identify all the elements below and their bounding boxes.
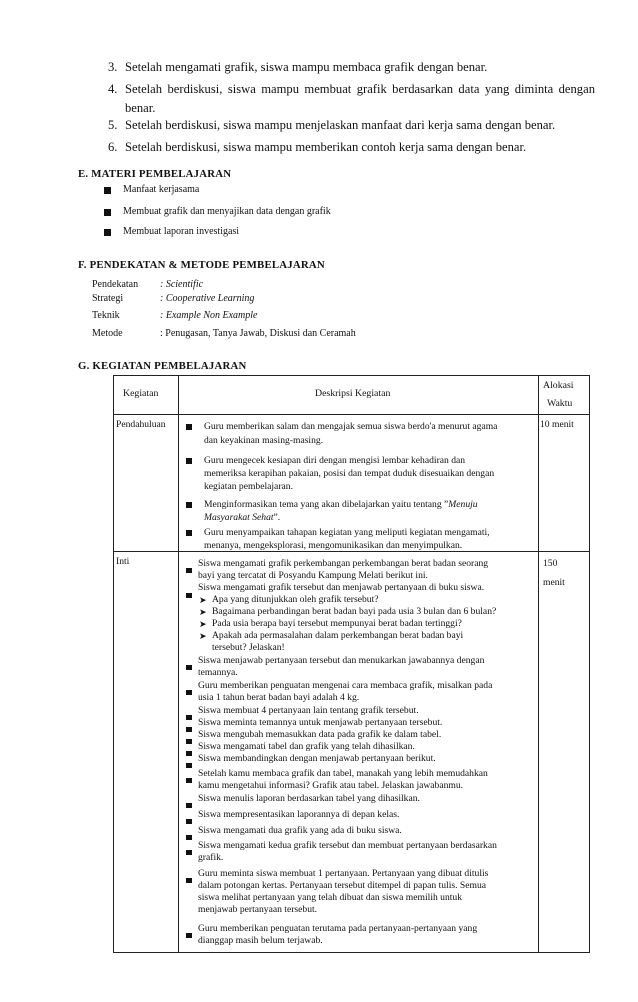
- pendahuluan-time: 10 menit: [540, 419, 574, 430]
- inti-subline: Pada usia berapa bayi tersebut mempunyai berat badan tertinggi?: [212, 618, 462, 629]
- strategi-value: : Cooperative Learning: [160, 293, 255, 304]
- bullet-square-icon: [186, 458, 192, 464]
- bullet-square-icon: [104, 209, 111, 216]
- inti-line: Siswa mengamati tabel dan grafik yang telah dihasilkan.: [198, 741, 415, 752]
- list-item: [104, 226, 240, 239]
- inti-line: bayi yang tercatat di Posyandu Kampung Melati berikut ini.: [198, 570, 428, 581]
- objective-text: Setelah berdiskusi, siswa mampu membuat grafik berdasarkan data yang diminta dengan benar.: [125, 82, 595, 115]
- kegiatan-table: [113, 375, 590, 953]
- bullet-square-icon: [104, 229, 111, 236]
- section-g-heading: G. KEGIATAN PEMBELAJARAN: [78, 360, 247, 372]
- inti-line: kamu mengetahui informasi? Grafik atau tabel. Jelaskan jawabanmu.: [198, 780, 464, 791]
- bullet-square-icon: [186, 502, 192, 508]
- row-time-cell: [539, 415, 590, 552]
- header-cell: [179, 376, 539, 415]
- bullet-square-icon: [186, 842, 192, 860]
- bullet-square-icon: [186, 530, 192, 536]
- bullet-square-icon: [186, 560, 192, 578]
- objective-item: [108, 80, 595, 120]
- inti-line: Siswa mengamati grafik perkembangan perkembangan berat badan seorang: [198, 558, 489, 569]
- inti-line: dianggap masih belum terjawab.: [198, 935, 323, 946]
- materi-item: Membuat grafik dan menyajikan data dengan grafik: [123, 206, 331, 217]
- objective-number: 4.: [108, 82, 118, 96]
- bullet-square-icon: [186, 925, 192, 943]
- section-e-heading: E. MATERI PEMBELAJARAN: [78, 168, 232, 180]
- inti-line: usia 1 tahun berat badan bayi adalah 4 kg.: [198, 692, 360, 703]
- bullet-square-icon: [186, 770, 192, 788]
- inti-line: menjawab pertanyaan tersebut.: [198, 904, 318, 915]
- header-deskripsi: Deskripsi Kegiatan: [315, 388, 391, 399]
- inti-line: Guru memberikan penguatan mengenai cara membaca grafik, misalkan pada: [198, 680, 493, 691]
- inti-line: Siswa menjawab pertanyaan tersebut dan menukarkan jawabannya dengan: [198, 655, 485, 666]
- arrow-bullet-icon: ➤: [199, 631, 207, 641]
- section-f-heading: F. PENDEKATAN & METODE PEMBELAJARAN: [78, 259, 325, 271]
- objective-text: Setelah berdiskusi, siswa mampu memberikan contoh kerja sama dengan benar.: [125, 140, 527, 154]
- metode-label: Metode: [92, 328, 123, 339]
- inti-line: Siswa membandingkan dengan menjawab pertanyaan berikut.: [198, 753, 436, 764]
- inti-line: Siswa menulis laporan berdasarkan tabel yang dihasilkan.: [198, 793, 420, 804]
- inti-line: Siswa mempresentasikan laporannya di depan kelas.: [198, 809, 400, 820]
- row-description-cell: [179, 552, 539, 953]
- objective-text: Setelah mengamati grafik, siswa mampu membaca grafik dengan benar.: [125, 60, 488, 74]
- inti-line: Guru meminta siswa membuat 1 pertanyaan. Pertanyaan yang dibuat ditulis: [198, 868, 489, 879]
- row-label-cell: [114, 552, 179, 953]
- objective-item: [108, 58, 588, 78]
- table-header-row: [114, 376, 590, 415]
- inti-line: Setelah kamu membaca grafik dan tabel, manakah yang lebih memudahkan: [198, 768, 488, 779]
- inti-subline: Apa yang ditunjukkan oleh grafik tersebut?: [212, 594, 379, 605]
- header-cell: [114, 376, 179, 415]
- arrow-bullet-icon: ➤: [199, 619, 207, 629]
- objective-item: [108, 116, 588, 136]
- inti-line: Siswa meminta temannya untuk menjawab pertanyaan tersebut.: [198, 717, 443, 728]
- list-item: [104, 184, 200, 197]
- inti-line: Guru memberikan penguatan terutama pada pertanyaan-pertanyaan yang: [198, 923, 478, 934]
- inti-time-unit: menit: [543, 577, 565, 588]
- materi-item: Membuat laporan investigasi: [123, 226, 240, 237]
- header-kegiatan: Kegiatan: [123, 388, 159, 399]
- objective-item: [108, 138, 588, 158]
- row-time-cell: [539, 552, 590, 953]
- table-row: [114, 552, 590, 953]
- bullet-square-icon: [186, 585, 192, 603]
- objective-number: 3.: [108, 60, 118, 74]
- bullet-square-icon: [186, 682, 192, 700]
- metode-value: : Penugasan, Tanya Jawab, Diskusi dan Ceramah: [160, 328, 356, 339]
- objective-number: 5.: [108, 118, 118, 132]
- inti-label: Inti: [116, 556, 130, 567]
- inti-line: Siswa mengamati kedua grafik tersebut dan membuat pertanyaan berdasarkan: [198, 840, 497, 851]
- pendahuluan-label: Pendahuluan: [116, 419, 166, 430]
- row-label-cell: [114, 415, 179, 552]
- inti-line: Siswa membuat 4 pertanyaan lain tentang grafik tersebut.: [198, 705, 419, 716]
- bullet-square-icon: [186, 657, 192, 675]
- inti-subline: tersebut? Jelaskan!: [212, 642, 285, 653]
- row-description-cell: Guru memberikan salam dan mengajak semua siswa berdo'a menurut agama dan keyakinan masing-masing. Guru mengecek kesiapan diri dengan mengisi lembar kehadiran dan memeriksa kerapihan pakaian, posisi dan tempat duduk disesuaikan dengan kegiatan pembelajaran. Menginformasikan tema yang akan dibelajarkan yaitu tentang ”Menuju Masyarakat Sehat”. Guru menyampaikan tahapan kegiatan yang meliputi kegiatan mengamati, menanya, mengeksplorasi, mengomunikasikan dan menyimpulkan.: [179, 415, 539, 552]
- list-item: [104, 206, 331, 219]
- inti-subline: Apakah ada permasalahan dalam perkembangan berat badan bayi: [212, 630, 464, 641]
- inti-subline: Bagaimana perbandingan berat badan bayi pada usia 3 bulan dan 6 bulan?: [212, 606, 497, 617]
- inti-line: Siswa mengubah memasukkan data pada grafik ke dalam tabel.: [198, 729, 442, 740]
- materi-item: Manfaat kerjasama: [123, 184, 200, 195]
- inti-line: siswa melihat pertanyaan yang telah dibuat dan siswa memilih untuk: [198, 892, 463, 903]
- header-waktu: Waktu: [547, 398, 573, 409]
- objective-text: Setelah berdiskusi, siswa mampu menjelaskan manfaat dari kerja sama dengan benar.: [125, 118, 556, 132]
- teknik-value: : Example Non Example: [160, 310, 258, 321]
- bullet-square-icon: [186, 870, 192, 888]
- inti-line: dalam potongan kertas. Pertanyaan tersebut ditempel di papan tulis. Semua: [198, 880, 486, 891]
- arrow-bullet-icon: ➤: [199, 607, 207, 617]
- bullet-square-icon: [186, 424, 192, 430]
- inti-line: grafik.: [198, 852, 224, 863]
- inti-line: Siswa mengamati dua grafik yang ada di buku siswa.: [198, 825, 402, 836]
- header-cell: [539, 376, 590, 415]
- pendekatan-label: Pendekatan: [92, 279, 139, 290]
- inti-line: temannya.: [198, 667, 238, 678]
- strategi-label: Strategi: [92, 293, 124, 304]
- inti-description: [179, 552, 538, 952]
- inti-time-value: 150: [543, 558, 558, 569]
- table-row: [114, 415, 590, 552]
- header-alokasi: Alokasi: [543, 380, 574, 391]
- inti-line: Siswa mengamati grafik tersebut dan menjawab pertanyaan di buku siswa.: [198, 582, 485, 593]
- teknik-label: Teknik: [92, 310, 120, 321]
- bullet-square-icon: [104, 187, 111, 194]
- objective-number: 6.: [108, 140, 118, 154]
- pendekatan-value: : Scientific: [160, 279, 204, 290]
- arrow-bullet-icon: ➤: [199, 595, 207, 605]
